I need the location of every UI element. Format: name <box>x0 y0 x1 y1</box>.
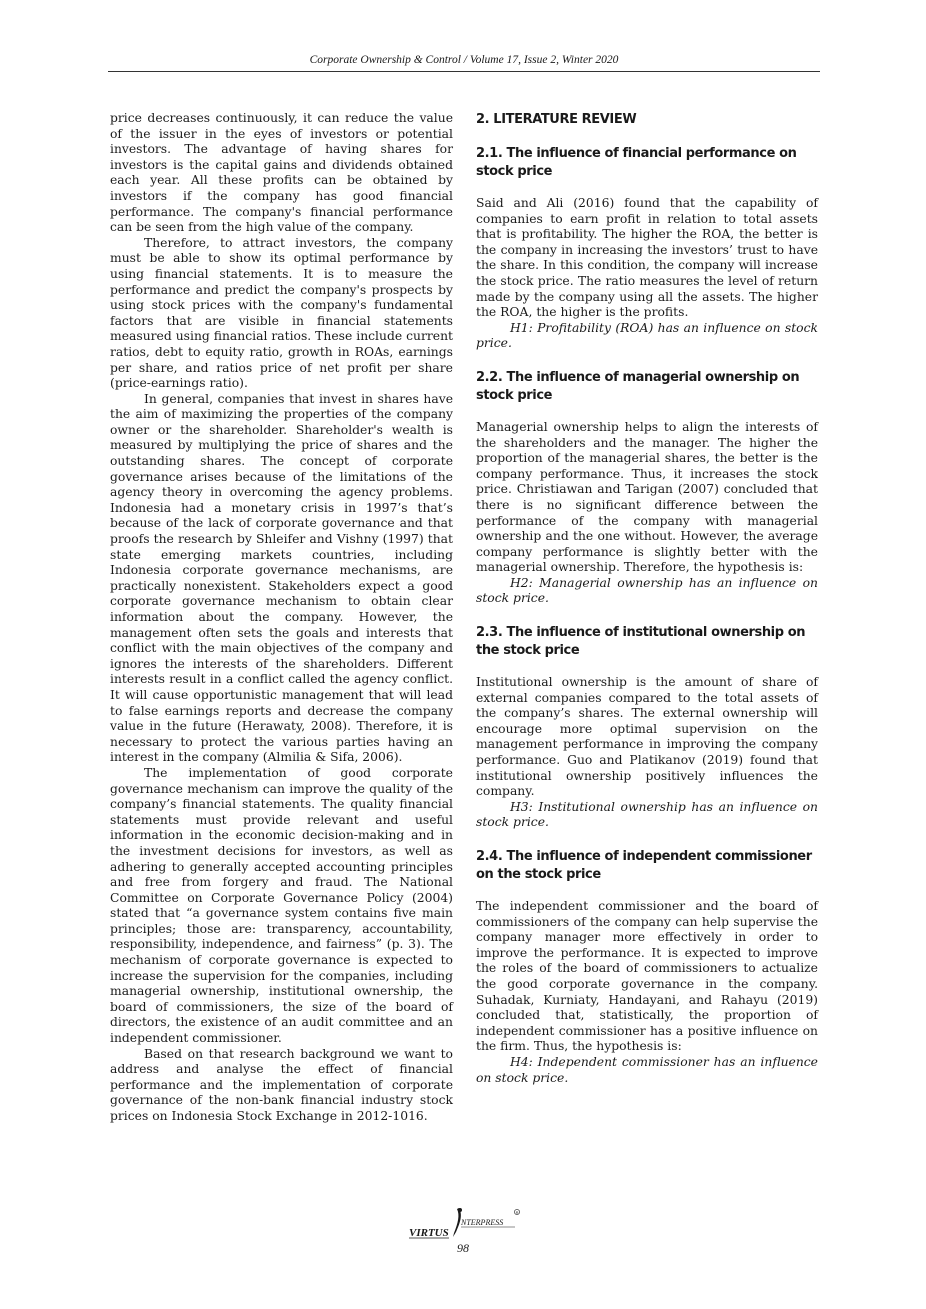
body-paragraph: Based on that research background we want to address and analyse the effect of financial performance and the implementation of corporate governance of the non-bank financial industry stock prices on Indonesia Stock Exchange in 2012-1016. <box>110 1046 453 1123</box>
subsection-heading: 2.1. The influence of financial performance on stock price <box>476 146 797 179</box>
left-column <box>110 111 453 1125</box>
body-paragraph: price decreases continuously, it can reduce the value of the issuer in the eyes of investors or potential investors. The advantage of having shares for investors is the capital gains and dividends obtained each year. All these profits can be obtained by investors if the company has good financial performance. The company's financial performance can be seen from the high value of the company. <box>110 111 453 235</box>
body-paragraph: Therefore, to attract investors, the company must be able to show its optimal performance by using financial statements. It is to measure the performance and predict the company's prospects by using stock prices with the company's fundamental factors that are visible in financial statements measured using financial ratios. These include current ratios, debt to equity ratio, growth in ROAs, earnings per share, and ratios price of net profit per share (price-earnings ratio). <box>110 235 453 391</box>
header-rule <box>108 71 820 72</box>
body-paragraph: In general, companies that invest in shares have the aim of maximizing the properties of the company owner or the shareholder. Shareholder's wealth is measured by multiplying the price of shares and the outstanding shares. The concept of corporate governance arises because of the limitations of the agency theory in overcoming the agency problems. Indonesia had a monetary crisis in 1997’s that’s because of the lack of corporate governance and that proofs the research by Shleifer and Vishny (1997) that state emerging markets countries, including Indonesia corporate governance mechanisms, are practically nonexistent. Stakeholders expect a good corporate governance mechanism to obtain clear information about the company. However, the management often sets the goals and interests that conflict with the main objectives of the company and ignores the interests of the shareholders. Different interests result in a conflict called the agency conflict. It will cause opportunistic management that will lead to false earnings reports and decrease the company value in the future (Herawaty, 2008). Therefore, it is necessary to protect the various parties having an interest in the company (Almilia & Sifa, 2006). <box>110 391 453 765</box>
subsection-heading: 2.2. The influence of managerial ownership on stock price <box>476 369 800 403</box>
hypothesis: H1: Profitability (ROA) has an influence on stock price. <box>476 320 818 351</box>
section-heading: 2. LITERATURE REVIEW <box>476 112 637 127</box>
virtus-interpress-logo <box>405 1205 525 1241</box>
body-paragraph: Said and Ali (2016) found that the capability of companies to earn profit in relation to total assets that is profitability. The higher the ROA, the better is the company in increasing the investors’ trust to have the share. In this condition, the company will increase the stock price. The ratio measures the level of return made by the company using all the assets. The higher the ROA, the higher is the profits. <box>476 196 818 320</box>
hypothesis: H4: Independent commissioner has an influence on stock price. <box>476 1054 818 1085</box>
svg-text:VIRTUS: VIRTUS <box>409 1227 449 1239</box>
body-paragraph: The implementation of good corporate governance mechanism can improve the quality of the company’s financial statements. The quality financial statements must provide relevant and useful information in the economic decision-making and in the investment decisions for investors, as well as adhering to generally accepted accounting principles and free from forgery and fraud. The National Committee on Corporate Governance Policy (2004) stated that “a governance system contains five main principles; those are: transparency, accountability, responsibility, independence, and fairness” (p. 3). The mechanism of corporate governance is expected to increase the supervision for the companies, including managerial ownership, institutional ownership, the board of commissioners, the size of the board of directors, the existence of an audit committee and an independent commissioner. <box>110 765 453 1046</box>
running-header: Corporate Ownership & Control / Volume 17, Issue 2, Winter 2020 <box>309 54 619 66</box>
svg-text:R: R <box>515 1209 519 1215</box>
hypothesis: H2: Managerial ownership has an influence on stock price. <box>476 575 818 606</box>
svg-text:NTERPRESS: NTERPRESS <box>461 1218 504 1227</box>
subsection-heading: 2.4. The influence of independent commissioner on the stock price <box>476 849 812 882</box>
subsection-heading: 2.3. The influence of institutional ownership on the stock price <box>476 625 806 659</box>
right-column <box>476 111 818 1086</box>
body-paragraph: Institutional ownership is the amount of share of external companies compared to the total assets of the company’s shares. The external ownership will encourage more optimal supervision on the management performance in improving the company performance. Guo and Platikanov (2019) found that institutional ownership positively influences the company. <box>476 675 818 799</box>
hypothesis: H3: Institutional ownership has an influence on stock price. <box>476 799 818 830</box>
body-paragraph: The independent commissioner and the board of commissioners of the company can help supervise the company manager more effectively in order to improve the performance. It is expected to improve the roles of the board of commissioners to actualize the good corporate governance in the company. Suhadak, Kurniaty, Handayani, and Rahayu (2019) concluded that, statistically, the proportion of independent commissioner has a positive influence on the firm. Thus, the hypothesis is: <box>476 899 818 1054</box>
body-paragraph: Managerial ownership helps to align the interests of the shareholders and the manager. The higher the proportion of the managerial shares, the better is the company performance. Thus, it increases the stock price. Christiawan and Tarigan (2007) concluded that there is no significant difference between the performance of the company with managerial ownership and the one without. However, the average company performance is slightly better with the managerial ownership. Therefore, the hypothesis is: <box>476 419 818 575</box>
page-number: 98 <box>457 1241 469 1255</box>
